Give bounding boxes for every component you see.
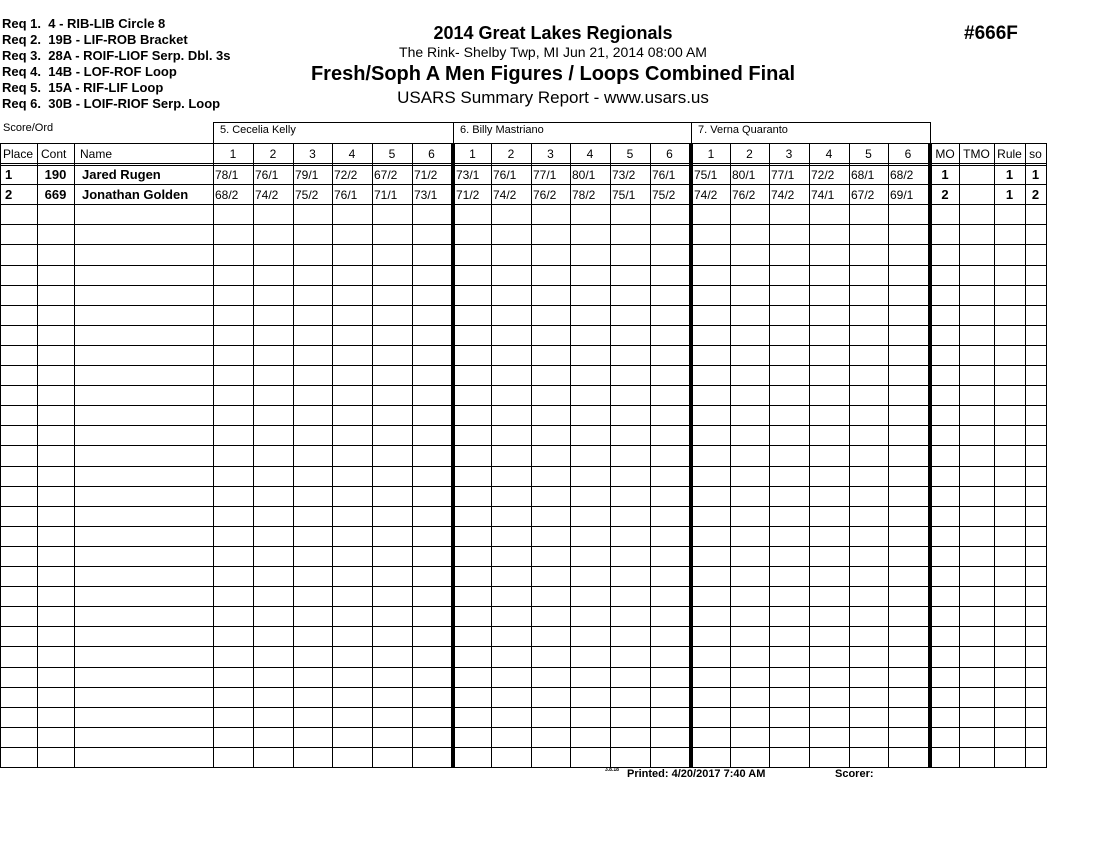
judge-divider (928, 143, 932, 768)
row-divider (0, 486, 1047, 487)
column-divider (849, 143, 850, 768)
place-cell: 1 (5, 167, 13, 182)
figure-header: 4 (586, 147, 594, 161)
score-cell: 78/2 (572, 188, 596, 202)
column-divider (253, 143, 254, 768)
score-cell: 68/2 (890, 168, 914, 182)
score-cell: 75/1 (694, 168, 718, 182)
figure-header: 1 (707, 147, 715, 161)
score-cell: 67/2 (374, 168, 398, 182)
place-header: Place (3, 147, 34, 161)
rule-header: Rule (997, 147, 1022, 161)
row-divider (0, 586, 1047, 587)
tmo-cell (959, 185, 994, 205)
score-cell: 76/2 (533, 188, 557, 202)
score-cell: 75/1 (612, 188, 636, 202)
name-header: Name (80, 147, 113, 161)
row-divider (0, 727, 1047, 728)
requirement-1: Req 1. 4 - RIB-LIB Circle 8 (2, 16, 166, 31)
row-divider (0, 445, 1047, 446)
score-cell: 77/1 (771, 168, 795, 182)
figure-header: 2 (746, 147, 753, 161)
column-divider (769, 143, 770, 768)
score-cell: 76/1 (255, 168, 279, 182)
so-cell: 1 (1031, 167, 1040, 182)
requirement-3: Req 3. 28A - ROIF-LIOF Serp. Dbl. 3s (2, 48, 231, 63)
score-cell: 76/1 (652, 168, 676, 182)
column-divider (1046, 143, 1047, 768)
score-cell: 71/2 (456, 188, 480, 202)
row-divider (0, 265, 1047, 266)
row-divider (0, 244, 1047, 245)
venue-date: The Rink- Shelby Twp, MI Jun 21, 2014 08:00 AM (399, 44, 707, 60)
column-divider (74, 143, 75, 768)
row-divider (0, 606, 1047, 607)
skater-name: Jonathan Golden (82, 187, 189, 202)
software-version: 3.8.18 (605, 767, 619, 773)
score-cell: 73/1 (414, 188, 438, 202)
score-cell: 69/1 (890, 188, 914, 202)
contestant-number: 669 (44, 187, 67, 202)
mo-cell: 2 (941, 187, 949, 202)
so-cell: 2 (1031, 187, 1040, 202)
column-divider (888, 143, 889, 768)
column-divider (491, 143, 492, 768)
row-divider (0, 345, 1047, 346)
column-divider (650, 143, 651, 768)
row-divider (0, 707, 1047, 708)
column-divider (0, 143, 1, 768)
report-subtitle: USARS Summary Report - www.usars.us (397, 88, 709, 107)
tmo-cell (959, 165, 994, 185)
row-divider (0, 747, 1047, 748)
score-cell: 74/2 (255, 188, 279, 202)
requirements-list (2, 16, 231, 112)
row-divider (0, 687, 1047, 688)
requirement-6: Req 6. 30B - LOIF-RIOF Serp. Loop (2, 96, 221, 111)
so-header: so (1029, 147, 1042, 161)
column-divider (570, 143, 571, 768)
column-divider (959, 143, 960, 768)
score-cell: 68/2 (215, 188, 239, 202)
figure-header: 2 (269, 147, 277, 161)
contestant-number: 190 (44, 167, 67, 182)
row-divider (0, 325, 1047, 326)
requirement-5: Req 5. 15A - RIF-LIF Loop (2, 80, 164, 95)
row-divider (0, 646, 1047, 647)
score-cell: 74/2 (771, 188, 795, 202)
figure-header: 3 (547, 147, 554, 161)
row-divider (0, 526, 1047, 527)
score-cell: 72/2 (811, 168, 835, 182)
column-divider (994, 143, 995, 768)
row-divider (0, 305, 1047, 306)
figure-header: 6 (666, 147, 673, 161)
figure-header: 4 (348, 147, 356, 161)
row-divider (0, 365, 1047, 366)
judge-divider (451, 143, 455, 768)
row-divider (0, 546, 1047, 547)
event-title: Fresh/Soph A Men Figures / Loops Combined Final (310, 63, 796, 85)
judge-header-1: 5. Cecelia Kelly (213, 122, 454, 143)
column-divider (531, 143, 532, 768)
score-cell: 80/1 (572, 168, 596, 182)
row-divider (0, 385, 1047, 386)
figure-header: 6 (428, 147, 435, 161)
row-divider (0, 285, 1047, 286)
row-divider (0, 667, 1047, 668)
score-cell: 74/1 (811, 188, 835, 202)
column-divider (37, 143, 38, 768)
row-divider (0, 224, 1047, 225)
figure-header: 6 (904, 147, 912, 161)
score-cell: 78/1 (215, 168, 239, 182)
figure-header: 3 (309, 147, 316, 161)
column-divider (213, 143, 214, 768)
score-cell: 73/2 (612, 168, 636, 182)
rule-cell: 1 (1005, 167, 1014, 182)
figure-header: 5 (388, 147, 396, 161)
skater-name: Jared Rugen (82, 167, 161, 182)
row-divider (0, 767, 1047, 768)
column-divider (1025, 143, 1026, 768)
score-cell: 73/1 (456, 168, 480, 182)
column-divider (730, 143, 731, 768)
score-cell: 80/1 (732, 168, 756, 182)
column-divider (809, 143, 810, 768)
score-cell: 75/2 (652, 188, 676, 202)
column-divider (610, 143, 611, 768)
judge-divider (689, 143, 693, 768)
rule-cell: 1 (1005, 187, 1014, 202)
requirement-2: Req 2. 19B - LIF-ROB Bracket (2, 32, 188, 47)
requirement-4: Req 4. 14B - LOF-ROF Loop (2, 64, 177, 79)
score-cell: 74/2 (694, 188, 718, 202)
place-cell: 2 (5, 187, 13, 202)
scorer-label: Scorer: (835, 768, 874, 780)
judge-header-3: 7. Verna Quaranto (691, 122, 931, 143)
score-cell: 74/2 (493, 188, 517, 202)
figure-header: 1 (469, 147, 476, 161)
row-divider (0, 626, 1047, 627)
score-cell: 68/1 (851, 168, 875, 182)
score-cell: 76/1 (493, 168, 517, 182)
score-cell: 71/1 (374, 188, 398, 202)
figure-header: 5 (626, 147, 634, 161)
score-cell: 75/2 (295, 188, 319, 202)
score-cell: 76/2 (732, 188, 756, 202)
printed-timestamp: Printed: 4/20/2017 7:40 AM (627, 768, 766, 780)
score-cell: 71/2 (414, 168, 438, 182)
figure-header: 1 (229, 147, 237, 161)
report-title-block (280, 22, 826, 109)
row-divider (0, 466, 1047, 467)
figure-header: 5 (865, 147, 872, 161)
cont-header: Cont (41, 147, 67, 161)
mo-cell: 1 (941, 167, 949, 182)
row-divider (0, 566, 1047, 567)
row-divider (0, 405, 1047, 406)
column-divider (332, 143, 333, 768)
score-cell: 72/2 (334, 168, 358, 182)
score-ord-label: Score/Ord (3, 122, 54, 134)
competition-title: 2014 Great Lakes Regionals (433, 23, 673, 43)
figure-header: 3 (785, 147, 793, 161)
row-divider (0, 425, 1047, 426)
column-divider (293, 143, 294, 768)
tmo-header: TMO (963, 147, 990, 161)
score-cell: 77/1 (533, 168, 557, 182)
score-cell: 67/2 (851, 188, 875, 202)
figure-header: 2 (507, 147, 515, 161)
figure-header: 4 (825, 147, 833, 161)
event-number: #666F (964, 23, 1018, 44)
results-table (0, 143, 1047, 768)
score-cell: 76/1 (334, 188, 358, 202)
mo-header: MO (935, 147, 955, 161)
column-divider (372, 143, 373, 768)
judge-header-2: 6. Billy Mastriano (453, 122, 692, 143)
column-divider (412, 143, 413, 768)
score-cell: 79/1 (295, 168, 319, 182)
row-divider (0, 506, 1047, 507)
